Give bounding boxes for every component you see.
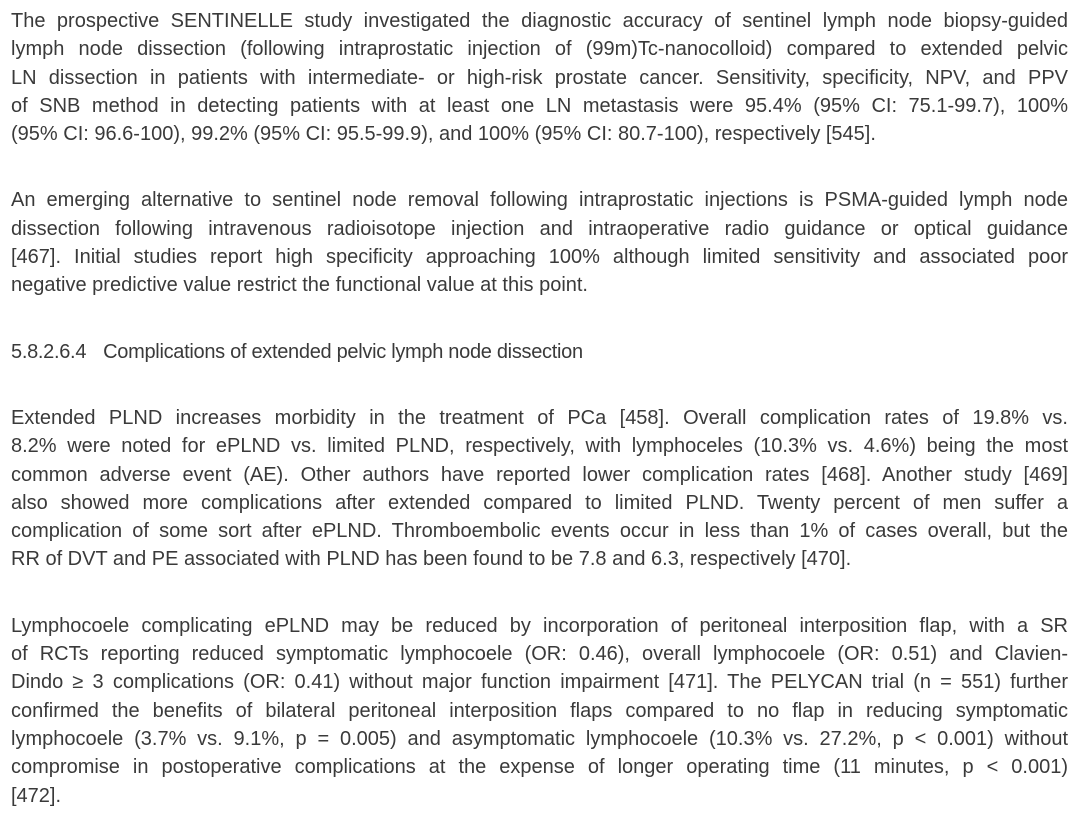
text-line: compromise in postoperative complications at the expense of longer operating time (11 minutes, p < 0.001) — [11, 756, 1068, 779]
text-line: of SNB method in detecting patients with at least one LN metastasis were 95.4% (95% CI: 75.1-99.7), 100% — [11, 94, 1068, 117]
text-line: [472]. — [11, 784, 62, 807]
section-number: 5.8.2.6.4 — [11, 340, 87, 363]
text-line: of RCTs reporting reduced symptomatic lymphocoele (OR: 0.46), overall lymphocoele (OR: 0.51) and Clavien- — [11, 643, 1068, 666]
text-line: 8.2% were noted for ePLND vs. limited PLND, respectively, with lymphoceles (10.3% vs. 4.6%) being the most — [11, 435, 1068, 458]
text-line: also showed more complications after extended compared to limited PLND. Twenty percent of men suffer a — [11, 491, 1068, 514]
text-line: negative predictive value restrict the functional value at this point. — [11, 274, 588, 297]
text-line: lymph node dissection (following intraprostatic injection of (99m)Tc-nanocolloid) compared to extended pelvic — [11, 38, 1068, 61]
paragraph — [11, 612, 1068, 810]
text-line: The prospective SENTINELLE study investigated the diagnostic accuracy of sentinel lymph node biopsy-guided — [11, 10, 1068, 32]
text-line: LN dissection in patients with intermediate- or high-risk prostate cancer. Sensitivity, specificity, NPV, and PPV — [11, 66, 1068, 89]
text-line: lymphocoele (3.7% vs. 9.1%, p = 0.005) and asymptomatic lymphocoele (10.3% vs. 27.2%, p < 0.001) without — [11, 727, 1068, 750]
text-line: complication of some sort after ePLND. Thromboembolic events occur in less than 1% of cases overall, but the — [11, 520, 1068, 543]
text-line: Extended PLND increases morbidity in the treatment of PCa [458]. Overall complication rates of 19.8% vs. — [11, 406, 1068, 429]
text-line: dissection following intravenous radioisotope injection and intraoperative radio guidance or optical guidance — [11, 217, 1068, 240]
text-line: (95% CI: 96.6-100), 99.2% (95% CI: 95.5-99.9), and 100% (95% CI: 80.7-100), respectively [545]. — [11, 123, 876, 146]
paragraph — [11, 7, 1068, 148]
text-line: common adverse event (AE). Other authors have reported lower complication rates [468]. Another study [469] — [11, 463, 1068, 486]
text-line: [467]. Initial studies report high specificity approaching 100% although limited sensitivity and associated poor — [11, 246, 1068, 269]
text-line: RR of DVT and PE associated with PLND has been found to be 7.8 and 6.3, respectively [470]. — [11, 548, 852, 571]
section-heading — [11, 338, 1068, 366]
section-title: Complications of extended pelvic lymph node dissection — [103, 340, 583, 363]
paragraph — [11, 404, 1068, 574]
text-line: Dindo ≥ 3 complications (OR: 0.41) without major function impairment [471]. The PELYCAN trial (n = 551) further — [11, 671, 1068, 694]
text-line: confirmed the benefits of bilateral peritoneal interposition flaps compared to no flap in reducing symptomatic — [11, 699, 1068, 722]
text-line: Lymphocoele complicating ePLND may be reduced by incorporation of peritoneal interposition flap, with a SR — [11, 614, 1068, 637]
text-line: An emerging alternative to sentinel node removal following intraprostatic injections is PSMA-guided lymph node — [11, 189, 1068, 212]
paragraph — [11, 186, 1068, 299]
